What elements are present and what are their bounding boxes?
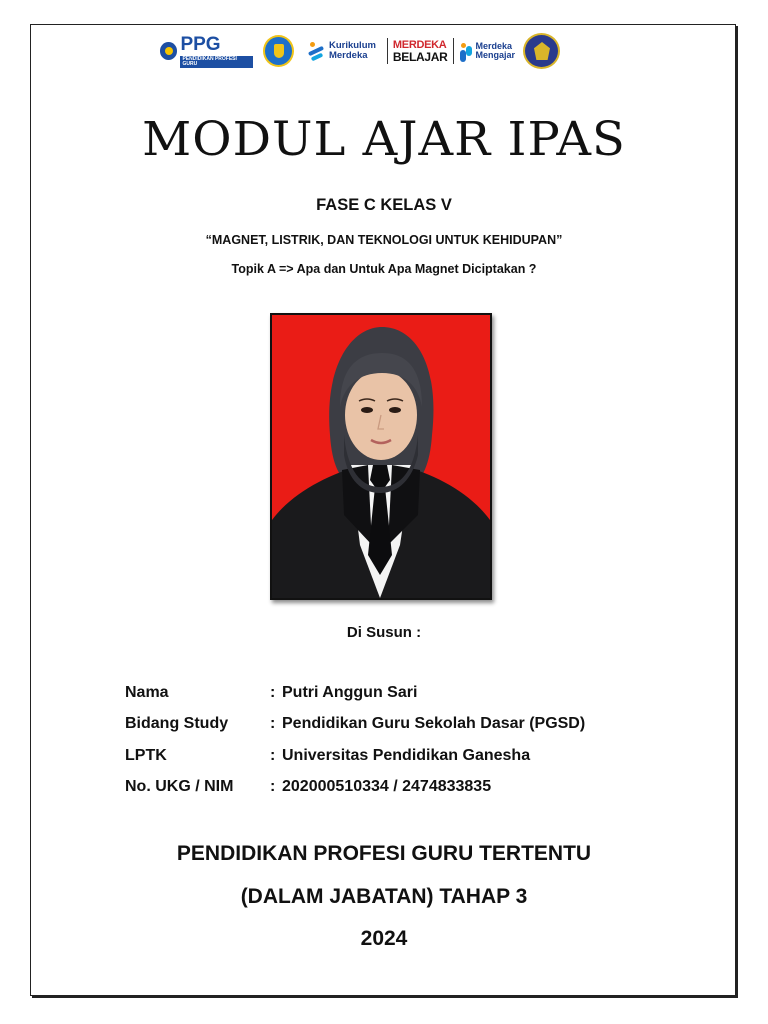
logo-divider bbox=[453, 38, 454, 64]
ppg-logo-title: PPG bbox=[180, 33, 221, 55]
compiled-by-label: Di Susun : bbox=[346, 624, 422, 641]
info-value: 202000510334 / 2474833835 bbox=[282, 778, 492, 796]
author-row-lptk bbox=[125, 740, 585, 772]
merdeka-mengajar-line2: Mengajar bbox=[475, 50, 515, 60]
info-label: Bidang Study bbox=[125, 715, 229, 733]
info-separator: : bbox=[270, 746, 276, 764]
info-value: Universitas Pendidikan Ganesha bbox=[282, 746, 531, 764]
program-title-line1: PENDIDIKAN PROFESI GURU TERTENTU bbox=[176, 842, 592, 865]
phase-class: FASE C KELAS V bbox=[316, 196, 452, 214]
info-label: LPTK bbox=[125, 746, 167, 764]
author-row-name bbox=[125, 677, 585, 709]
author-row-ukg-nim bbox=[125, 772, 585, 804]
program-year: 2024 bbox=[360, 927, 408, 950]
merdeka-belajar-line1: MERDEKA bbox=[392, 38, 447, 51]
info-separator: : bbox=[270, 778, 276, 796]
merdeka-mengajar-line1: Merdeka bbox=[475, 40, 512, 51]
merdeka-belajar-line2: BELAJAR bbox=[392, 49, 448, 64]
merdeka-mengajar-logo bbox=[460, 40, 515, 62]
logo-bar bbox=[160, 32, 560, 70]
topic-title: Topik A => Apa dan Untuk Apa Magnet Diciptakan ? bbox=[231, 262, 537, 276]
university-emblem-icon bbox=[523, 33, 560, 69]
merdeka-belajar-logo bbox=[393, 40, 448, 63]
portrait-illustration bbox=[272, 315, 490, 598]
author-info bbox=[125, 677, 585, 803]
kurikulum-merdeka-icon bbox=[308, 40, 326, 62]
info-value: Pendidikan Guru Sekolah Dasar (PGSD) bbox=[282, 715, 586, 733]
kurikulum-merdeka-logo bbox=[308, 40, 376, 62]
ppg-logo-subtitle: PENDIDIKAN PROFESI GURU bbox=[180, 56, 252, 68]
ppg-logo bbox=[160, 35, 253, 68]
ppg-seal-icon bbox=[160, 42, 177, 60]
merdeka-mengajar-icon bbox=[460, 40, 472, 62]
document-title: MODUL AJAR IPAS bbox=[142, 112, 626, 167]
info-value: Putri Anggun Sari bbox=[282, 683, 418, 701]
theme-title: “MAGNET, LISTRIK, DAN TEKNOLOGI UNTUK KEHIDUPAN” bbox=[205, 233, 563, 247]
tut-wuri-handayani-icon bbox=[263, 35, 294, 67]
logo-divider bbox=[387, 38, 388, 64]
author-photo bbox=[270, 313, 492, 600]
kurikulum-line2: Merdeka bbox=[328, 50, 368, 61]
program-title-line2: (DALAM JABATAN) TAHAP 3 bbox=[240, 885, 528, 908]
info-label: No. UKG / NIM bbox=[125, 778, 234, 796]
author-row-field bbox=[125, 709, 585, 741]
info-label: Nama bbox=[125, 683, 169, 701]
info-separator: : bbox=[270, 715, 276, 733]
info-separator: : bbox=[270, 683, 276, 701]
kurikulum-line1: Kurikulum bbox=[328, 40, 376, 52]
